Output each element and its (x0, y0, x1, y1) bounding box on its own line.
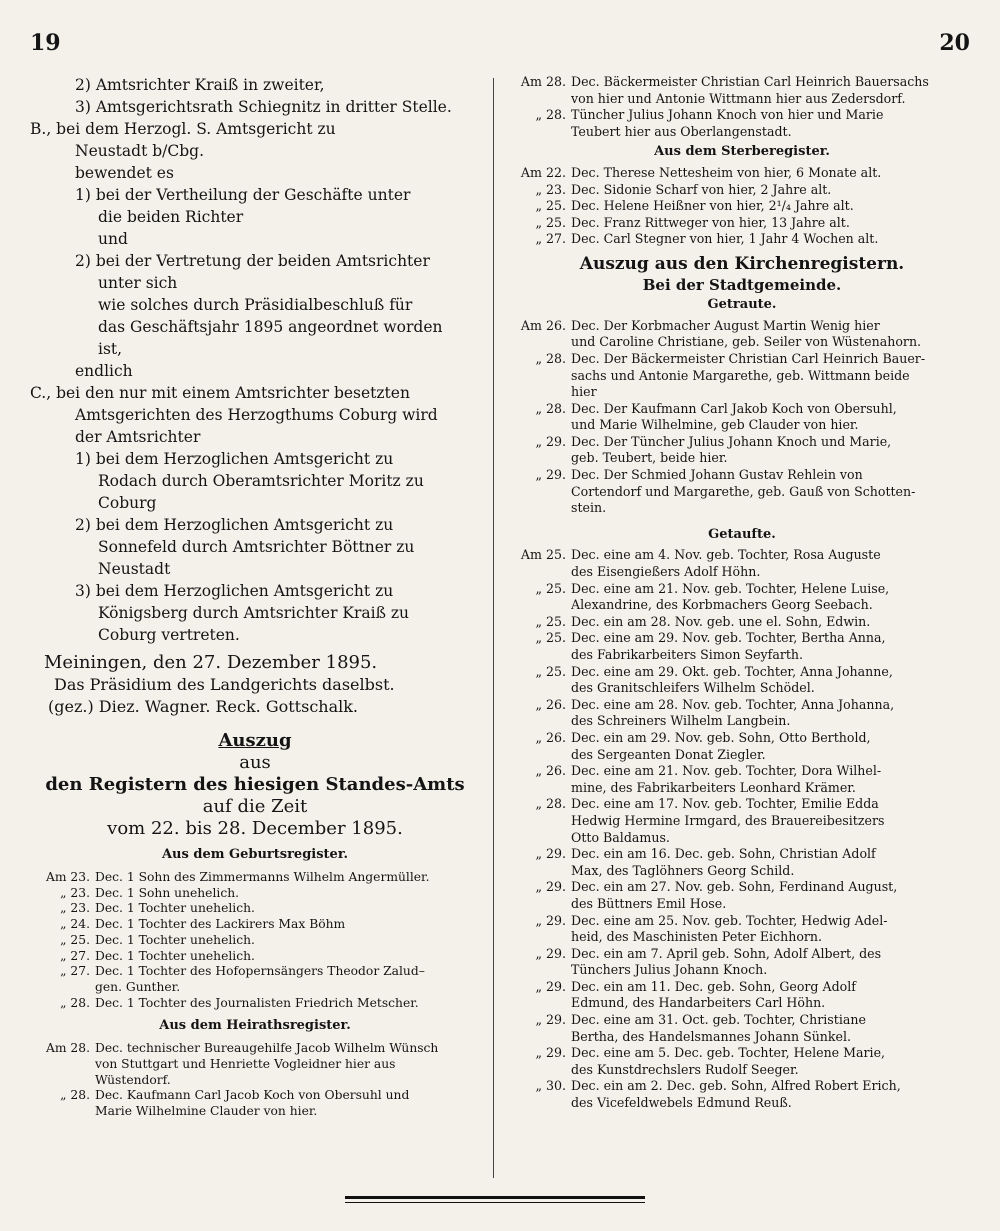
entry-line: Dec. 1 Sohn unehelich. (95, 885, 240, 900)
entry-date-prefix: „ 25. (535, 580, 566, 596)
register-entry (508, 1078, 976, 1111)
entry-body (571, 913, 976, 946)
entry-date-prefix: „ 27. (60, 948, 90, 963)
entry-body (571, 165, 976, 182)
entry-line: und Marie Wilhelmine, geb Clauder von hier. (571, 417, 859, 433)
entry-date-prefix: „ 24. (60, 917, 90, 932)
text-line: 2) bei dem Herzoglichen Amtsgericht zu (75, 516, 394, 534)
entry-line: Dec. ein am 7. April geb. Sohn, Adolf Albert, des (571, 945, 882, 961)
left-column (30, 74, 480, 1120)
text-line: und (98, 230, 128, 248)
entry-line: Dec. Sidonie Scharf von hier, 2 Jahre alt. (571, 181, 832, 197)
entry-line: des Vicefeldwebels Edmund Reuß. (571, 1095, 792, 1111)
entry-line: von Stuttgart und Henriette Vogleidner hier aus (95, 1057, 396, 1072)
entry-body (95, 1088, 480, 1119)
entry-line: des Eisengießers Adolf Höhn. (571, 564, 761, 580)
entry-body (571, 231, 976, 248)
register-entry (508, 879, 976, 912)
text-line: Königsberg durch Amtsrichter Kraiß zu (98, 604, 410, 622)
entry-date-prefix: „ 28. (535, 350, 566, 366)
register-entry (508, 730, 976, 763)
marriages-list-left (30, 1041, 480, 1120)
entry-date-prefix: „ 27. (535, 231, 566, 247)
text-line: Coburg (98, 494, 157, 512)
text-line: 2) bei der Vertretung der beiden Amtsrichter (75, 252, 430, 270)
entry-line: Dec. Kaufmann Carl Jacob Koch von Obersuhl und (95, 1088, 410, 1103)
excerpt-heading-registers: den Registern des hiesigen Standes-Amts (45, 774, 465, 795)
register-entry (508, 614, 976, 631)
entry-line: Dec. Der Schmied Johann Gustav Rehlein von (571, 467, 863, 483)
marriages-list-right (508, 74, 976, 140)
entry-date-prefix: „ 29. (535, 945, 566, 961)
register-entry (508, 351, 976, 401)
entry-body (571, 547, 976, 580)
entry-date-prefix: „ 25. (535, 630, 566, 646)
entry-date-prefix: „ 25. (535, 198, 566, 214)
entry-date-prefix: „ 26. (535, 696, 566, 712)
entry-line: Dec. 1 Tochter unehelich. (95, 901, 255, 916)
excerpt-heading-period: auf die Zeit (202, 796, 308, 817)
register-entry (30, 996, 480, 1012)
entry-line: des Sergeanten Donat Ziegler. (571, 746, 766, 762)
entry-date-prefix: „ 26. (535, 729, 566, 745)
entry-date-prefix: „ 26. (535, 763, 566, 779)
dateline: Meiningen, den 27. Dezember 1895. (44, 652, 378, 673)
entry-body (95, 886, 480, 902)
entry-body (95, 1041, 480, 1088)
register-entry (508, 913, 976, 946)
entry-line: Dec. eine am 29. Okt. geb. Tochter, Anna Johanne, (571, 663, 893, 679)
entry-body (95, 901, 480, 917)
register-entry (508, 547, 976, 580)
entry-line: des Kunstdrechslers Rudolf Seeger. (571, 1061, 799, 1077)
entry-line: Dec. 1 Tochter des Lackirers Max Böhm (95, 917, 346, 932)
court-assignment-text (30, 74, 480, 646)
entry-line: Dec. 1 Tochter unehelich. (95, 948, 255, 963)
text-line: 1) bei der Vertheilung der Geschäfte unter (75, 186, 411, 204)
entry-date-prefix: „ 29. (535, 467, 566, 483)
entry-date-prefix: Am 22. (520, 164, 566, 180)
entry-date-prefix: Am 23. (45, 870, 90, 884)
entry-body (571, 664, 976, 697)
entry-date-prefix: „ 30. (535, 1078, 566, 1094)
entry-date-prefix: „ 25. (60, 932, 90, 947)
entry-line: des Fabrikarbeiters Simon Seyfarth. (571, 647, 804, 662)
register-entry (508, 467, 976, 517)
entry-line: Dec. ein am 27. Nov. geb. Sohn, Ferdinand August, (571, 879, 898, 895)
presidium-line: Das Präsidium des Landgerichts daselbst. (54, 675, 395, 694)
register-entry (508, 979, 976, 1012)
entry-line: von hier und Antonie Wittmann hier aus Zedersdorf. (571, 90, 906, 106)
entry-line: Max, des Taglöhners Georg Schild. (571, 862, 795, 878)
entry-line: Dec. eine am 21. Nov. geb. Tochter, Helene Luise, (571, 580, 890, 596)
entry-line: gen. Gunther. (95, 979, 181, 994)
entry-body (571, 74, 976, 107)
entry-line: Dec. eine am 25. Nov. geb. Tochter, Hedwig Adel- (571, 912, 888, 928)
text-line: Rodach durch Oberamtsrichter Moritz zu (98, 472, 424, 490)
entry-line: Cortendorf und Margarethe, geb. Gauß von Schotten- (571, 483, 916, 499)
entry-date-prefix: „ 23. (60, 885, 90, 900)
entry-body (571, 1012, 976, 1045)
entry-line: sachs und Antonie Margarethe, geb. Wittmann beide (571, 367, 910, 383)
text-line: bewendet es (75, 164, 174, 182)
text-line: Coburg vertreten. (98, 626, 240, 644)
register-entry (508, 1012, 976, 1045)
entry-line: Otto Baldamus. (571, 829, 670, 845)
entry-body (571, 1045, 976, 1078)
entry-body (571, 614, 976, 631)
bottom-rule-thin (345, 1202, 645, 1203)
column-divider (493, 78, 494, 1178)
baptisms-heading: Getaufte. (708, 526, 776, 542)
register-entry (30, 886, 480, 902)
signers-line: (gez.) Diez. Wagner. Reck. Gottschalk. (48, 697, 359, 716)
entry-line: Dec. Der Bäckermeister Christian Carl Heinrich Bauer- (571, 350, 926, 366)
entry-date-prefix: „ 29. (535, 978, 566, 994)
entry-body (95, 996, 480, 1012)
entry-body (571, 318, 976, 351)
entry-line: Tüncher Julius Johann Knoch von hier und Marie (571, 107, 884, 123)
excerpt-heading-aus: aus (239, 752, 271, 773)
entry-line: Dec. eine am 5. Dec. geb. Tochter, Helene Marie, (571, 1045, 886, 1061)
text-line: C., bei den nur mit einem Amtsrichter besetzten (30, 384, 410, 402)
register-entry (30, 964, 480, 995)
entry-line: Dec. Carl Stegner von hier, 1 Jahr 4 Wochen alt. (571, 231, 879, 247)
entry-body (571, 630, 976, 663)
entry-line: hier (571, 384, 597, 400)
entry-line: und Caroline Christiane, geb. Seiler von Wüstenahorn. (571, 334, 922, 350)
entry-body (571, 581, 976, 614)
entry-line: geb. Teubert, beide hier. (571, 450, 728, 466)
bottom-rule (345, 1196, 645, 1199)
entry-body (571, 215, 976, 232)
text-line: ist, (98, 340, 123, 358)
register-entry (508, 697, 976, 730)
entry-body (571, 1078, 976, 1111)
register-entry (30, 933, 480, 949)
entry-line: Dec. ein am 11. Dec. geb. Sohn, Georg Adolf (571, 978, 856, 994)
entry-line: Teubert hier aus Oberlangenstadt. (571, 123, 792, 139)
entry-body (571, 182, 976, 199)
entry-date-prefix: „ 29. (535, 879, 566, 895)
register-entry (30, 1041, 480, 1088)
births-heading: Aus dem Geburtsregister. (161, 847, 349, 862)
entry-body (571, 198, 976, 215)
entry-body (95, 949, 480, 965)
text-line: Amtsgerichten des Herzogthums Coburg wird (75, 406, 438, 424)
text-line: der Amtsrichter (75, 428, 201, 446)
text-line: 3) bei dem Herzoglichen Amtsgericht zu (75, 582, 394, 600)
entry-date-prefix: Am 26. (520, 317, 566, 333)
entry-line: Dec. Therese Nettesheim von hier, 6 Monate alt. (571, 164, 882, 180)
text-line: B., bei dem Herzogl. S. Amtsgericht zu (30, 120, 336, 138)
entry-line: des Büttners Emil Hose. (571, 895, 727, 911)
entry-date-prefix: Am 28. (520, 74, 566, 89)
entry-date-prefix: „ 29. (535, 846, 566, 862)
entry-body (571, 730, 976, 763)
entry-body (571, 107, 976, 140)
entry-date-prefix: Am 28. (45, 1041, 90, 1056)
register-entry (30, 870, 480, 886)
entry-line: Dec. Der Tüncher Julius Johann Knoch und Marie, (571, 433, 892, 449)
entry-body (571, 879, 976, 912)
entry-line: Dec. eine am 28. Nov. geb. Tochter, Anna Johanna, (571, 696, 895, 712)
entry-line: des Granitschleifers Wilhelm Schödel. (571, 680, 815, 696)
register-entry (508, 434, 976, 467)
entry-line: Dec. Der Korbmacher August Martin Wenig hier (571, 317, 880, 333)
entry-line: stein. (571, 500, 607, 516)
register-entry (508, 763, 976, 796)
entry-date-prefix: „ 29. (535, 912, 566, 928)
text-line: Sonnefeld durch Amtsrichter Böttner zu (98, 538, 415, 556)
entry-body (95, 917, 480, 933)
register-entry (30, 917, 480, 933)
entry-line: Dec. Bäckermeister Christian Carl Heinrich Bauersachs (571, 74, 929, 89)
text-line: Neustadt (98, 560, 171, 578)
marriages-heading: Aus dem Heirathsregister. (159, 1018, 351, 1034)
register-entry (508, 231, 976, 248)
text-line: 3) Amtsgerichtsrath Schiegnitz in dritter Stelle. (75, 98, 452, 116)
register-entry (508, 946, 976, 979)
excerpt-heading-dates: vom 22. bis 28. December 1895. (107, 818, 403, 839)
entry-date-prefix: „ 23. (535, 181, 566, 197)
entry-line: Dec. eine am 31. Oct. geb. Tochter, Christiane (571, 1012, 866, 1028)
weddings-list (508, 318, 976, 517)
church-heading: Auszug aus den Kirchenregistern. (579, 253, 905, 274)
church-subheading: Bei der Stadtgemeinde. (642, 275, 842, 294)
register-entry (30, 1088, 480, 1119)
page-number-left: 19 (30, 30, 61, 56)
entry-body (571, 946, 976, 979)
entry-line: Dec. 1 Sohn des Zimmermanns Wilhelm Angermüller. (95, 870, 430, 884)
entry-date-prefix: „ 29. (535, 1012, 566, 1028)
register-entry (508, 182, 976, 199)
entry-line: Hedwig Hermine Irmgard, des Brauereibesitzers (571, 812, 885, 828)
register-entry (508, 401, 976, 434)
entry-date-prefix: „ 29. (535, 433, 566, 449)
entry-body (571, 467, 976, 517)
entry-date-prefix: „ 25. (535, 663, 566, 679)
entry-line: Wüstendorf. (95, 1072, 171, 1087)
entry-body (571, 846, 976, 879)
entry-date-prefix: „ 25. (535, 613, 566, 629)
entry-date-prefix: „ 28. (535, 400, 566, 416)
entry-line: Edmund, des Handarbeiters Carl Höhn. (571, 995, 826, 1011)
register-entry (508, 74, 976, 107)
entry-body (571, 763, 976, 796)
entry-line: Dec. Der Kaufmann Carl Jakob Koch von Obersuhl, (571, 400, 897, 416)
page-number-right: 20 (939, 30, 970, 56)
text-line: endlich (75, 362, 133, 380)
entry-line: Dec. technischer Bureaugehilfe Jacob Wilhelm Wünsch (95, 1041, 439, 1056)
register-entry (508, 165, 976, 182)
entry-body (571, 351, 976, 401)
entry-body (95, 933, 480, 949)
text-line: unter sich (98, 274, 178, 292)
deaths-list (508, 165, 976, 248)
register-entry (508, 846, 976, 879)
entry-date-prefix: „ 23. (60, 901, 90, 916)
entry-body (571, 697, 976, 730)
entry-body (571, 434, 976, 467)
entry-line: Alexandrine, des Korbmachers Georg Seebach. (571, 597, 873, 613)
entry-body (95, 870, 480, 886)
text-line: Neustadt b/Cbg. (75, 142, 204, 160)
entry-date-prefix: „ 28. (535, 796, 566, 812)
entry-line: Bertha, des Handelsmannes Johann Sünkel. (571, 1028, 852, 1044)
register-entry (508, 198, 976, 215)
entry-line: Dec. eine am 4. Nov. geb. Tochter, Rosa Auguste (571, 547, 881, 563)
entry-line: Tünchers Julius Johann Knoch. (571, 962, 768, 978)
excerpt-heading: Auszug (218, 730, 292, 751)
entry-body (95, 964, 480, 995)
entry-line: Dec. 1 Tochter unehelich. (95, 932, 255, 947)
entry-line: Dec. ein am 29. Nov. geb. Sohn, Otto Berthold, (571, 729, 871, 745)
entry-body (571, 796, 976, 846)
entry-line: mine, des Fabrikarbeiters Leonhard Krämer. (571, 779, 856, 795)
entry-date-prefix: „ 25. (535, 214, 566, 230)
entry-line: Marie Wilhelmine Clauder von hier. (95, 1104, 318, 1119)
entry-line: Dec. 1 Tochter des Journalisten Friedrich Metscher. (95, 995, 419, 1010)
right-column (508, 74, 976, 1112)
text-line: 1) bei dem Herzoglichen Amtsgericht zu (75, 450, 394, 468)
register-entry (508, 796, 976, 846)
text-line: wie solches durch Präsidialbeschluß für (98, 296, 413, 314)
register-entry (508, 630, 976, 663)
entry-line: Dec. eine am 29. Nov. geb. Tochter, Bertha Anna, (571, 630, 886, 646)
text-line: 2) Amtsrichter Kraiß in zweiter, (75, 76, 325, 94)
weddings-heading: Getraute. (707, 297, 777, 313)
entry-line: Dec. Franz Rittweger von hier, 13 Jahre alt. (571, 214, 850, 230)
entry-line: Dec. eine am 21. Nov. geb. Tochter, Dora Wilhel- (571, 763, 882, 779)
text-line: die beiden Richter (98, 208, 244, 226)
entry-date-prefix: Am 25. (520, 547, 566, 563)
register-entry (508, 215, 976, 232)
register-entry (508, 1045, 976, 1078)
entry-body (571, 401, 976, 434)
entry-date-prefix: „ 28. (60, 1088, 90, 1103)
entry-date-prefix: „ 27. (60, 964, 90, 979)
entry-date-prefix: „ 29. (535, 1045, 566, 1061)
deaths-heading: Aus dem Sterberegister. (654, 144, 830, 160)
entry-line: Dec. 1 Tochter des Hofopernsängers Theodor Zalud– (95, 964, 425, 979)
baptisms-list (508, 547, 976, 1111)
entry-line: heid, des Maschinisten Peter Eichhorn. (571, 929, 823, 945)
entry-date-prefix: „ 28. (60, 995, 90, 1010)
entry-body (571, 979, 976, 1012)
entry-date-prefix: „ 28. (535, 107, 566, 123)
entry-line: Dec. eine am 17. Nov. geb. Tochter, Emilie Edda (571, 796, 879, 812)
entry-line: Dec. ein am 16. Dec. geb. Sohn, Christian Adolf (571, 846, 876, 862)
entry-line: Dec. Helene Heißner von hier, 2¹/₄ Jahre alt. (571, 198, 854, 214)
register-entry (508, 318, 976, 351)
entry-line: des Schreiners Wilhelm Langbein. (571, 713, 791, 729)
entry-line: Dec. ein am 2. Dec. geb. Sohn, Alfred Robert Erich, (571, 1078, 901, 1094)
text-line: das Geschäftsjahr 1895 angeordnet worden (98, 318, 443, 336)
register-entry (508, 664, 976, 697)
births-list (30, 870, 480, 1011)
register-entry (508, 107, 976, 140)
register-entry (30, 901, 480, 917)
register-entry (508, 581, 976, 614)
entry-line: Dec. ein am 28. Nov. geb. une el. Sohn, Edwin. (571, 613, 871, 629)
register-entry (30, 949, 480, 965)
